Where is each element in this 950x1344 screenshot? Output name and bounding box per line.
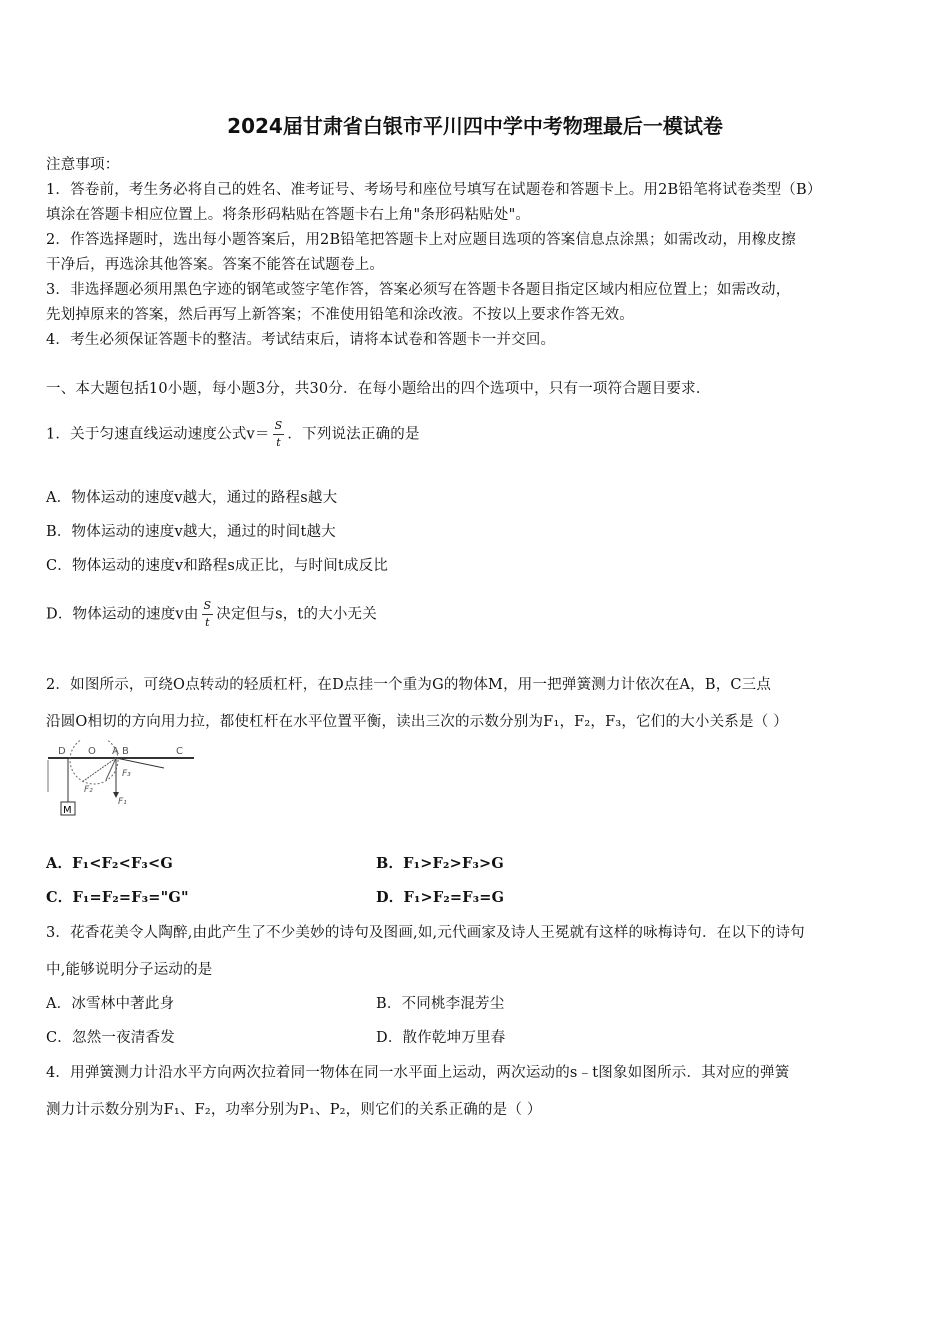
label-f2: F₂	[84, 785, 93, 795]
q3-option-c: C．忽然一夜清香发	[46, 1030, 175, 1046]
q2-option-a: A．F₁<F₂<F₃<G	[46, 855, 173, 872]
q2-option-c: C．F₁=F₂=F₃="G"	[46, 889, 189, 906]
q1-option-d-fraction	[202, 600, 214, 629]
notice-line-6: 先划掉原来的答案，然后再写上新答案；不准使用铅笔和涂改液。不按以上要求作答无效。	[46, 307, 634, 323]
q1-d-frac-numerator: S	[202, 600, 214, 615]
q1-fraction	[273, 420, 285, 449]
q4-stem-line-1: 4．用弹簧测力计沿水平方向两次拉着同一物体在同一水平面上运动，两次运动的s﹣t图象如图所示．其对应的弹簧	[46, 1065, 790, 1081]
notice-heading: 注意事项：	[46, 157, 120, 173]
q1-d-frac-denominator: t	[205, 616, 210, 629]
q3-option-d: D．散作乾坤万里春	[376, 1030, 506, 1046]
q3-stem-line-1: 3．花香花美令人陶醉,由此产生了不少美妙的诗句及图画,如,元代画家及诗人王冕就有这样的咏梅诗句．在以下的诗句	[46, 925, 805, 941]
notice-line-7: 4．考生必须保证答题卡的整洁。考试结束后，请将本试卷和答题卡一并交回。	[46, 332, 556, 348]
label-b: B	[122, 746, 129, 757]
q4-stem-line-2: 测力计示数分别为F₁、F₂，功率分别为P₁、P₂，则它们的关系正确的是（ ）	[46, 1102, 542, 1118]
q3-stem-line-2: 中,能够说明分子运动的是	[46, 962, 213, 978]
q1-option-c: C．物体运动的速度v和路程s成正比，与时间t成反比	[46, 558, 389, 574]
q3-option-b: B．不同桃李混芳尘	[376, 996, 505, 1012]
q1-option-d-text-2: 决定但与s，t的大小无关	[216, 606, 377, 623]
notice-line-3: 2．作答选择题时，选出每小题答案后，用2B铅笔把答题卡上对应题目选项的答案信息点涂黑；如需改动，用橡皮擦	[46, 232, 797, 248]
q2-stem-line-2: 沿圆O相切的方向用力拉，都使杠杆在水平位置平衡，读出三次的示数分别为F₁，F₂，F₃，它们的大小关系是（ ）	[46, 714, 788, 730]
q3-option-a: A．冰雪林中著此身	[46, 996, 175, 1012]
section-heading: 一、本大题包括10小题，每小题3分，共30分．在每小题给出的四个选项中，只有一项符合题目要求．	[46, 381, 711, 397]
q1-stem-text-2: ．下列说法正确的是	[287, 426, 420, 443]
notice-line-2: 填涂在答题卡相应位置上。将条形码粘贴在答题卡右上角"条形码粘贴处"。	[46, 207, 531, 223]
force-f3-line	[116, 758, 164, 768]
q1-stem-text: 1．关于匀速直线运动速度公式v＝	[46, 426, 270, 443]
q1-option-d	[46, 600, 377, 629]
label-d: D	[58, 746, 66, 757]
label-f3: F₃	[122, 769, 131, 779]
q2-option-b: B．F₁>F₂>F₃>G	[376, 855, 504, 872]
q2-option-d: D．F₁>F₂=F₃=G	[376, 889, 505, 906]
notice-line-4: 干净后，再选涂其他答案。答案不能答在试题卷上。	[46, 257, 385, 273]
notice-line-1: 1．答卷前，考生务必将自己的姓名、准考证号、考场号和座位号填写在试题卷和答题卡上。用2B铅笔将试卷类型（B）	[46, 182, 822, 198]
q1-option-d-text: D．物体运动的速度v由	[46, 606, 199, 623]
q1-option-b: B．物体运动的速度v越大，通过的时间t越大	[46, 524, 336, 540]
label-c: C	[176, 746, 183, 757]
q1-stem	[46, 420, 420, 449]
label-m: M	[63, 805, 72, 816]
q1-option-a: A．物体运动的速度v越大，通过的路程s越大	[46, 490, 338, 506]
label-o: O	[88, 746, 96, 757]
q1-frac-denominator: t	[276, 436, 281, 449]
notice-line-5: 3．非选择题必须用黑色字迹的钢笔或签字笔作答，答案必须写在答题卡各题目指定区域内相应位置上；如需改动，	[46, 282, 791, 298]
q1-frac-numerator: S	[273, 420, 285, 435]
label-a: A	[112, 746, 119, 757]
q2-stem-line-1: 2．如图所示，可绕O点转动的轻质杠杆，在D点挂一个重为G的物体M，用一把弹簧测力计依次在A，B，C三点	[46, 677, 772, 693]
lever-diagram	[46, 740, 206, 820]
page-title: 2024届甘肃省白银市平川四中学中考物理最后一模试卷	[227, 114, 723, 138]
label-f1: F₁	[118, 797, 127, 807]
force-f2b-line	[106, 758, 116, 780]
